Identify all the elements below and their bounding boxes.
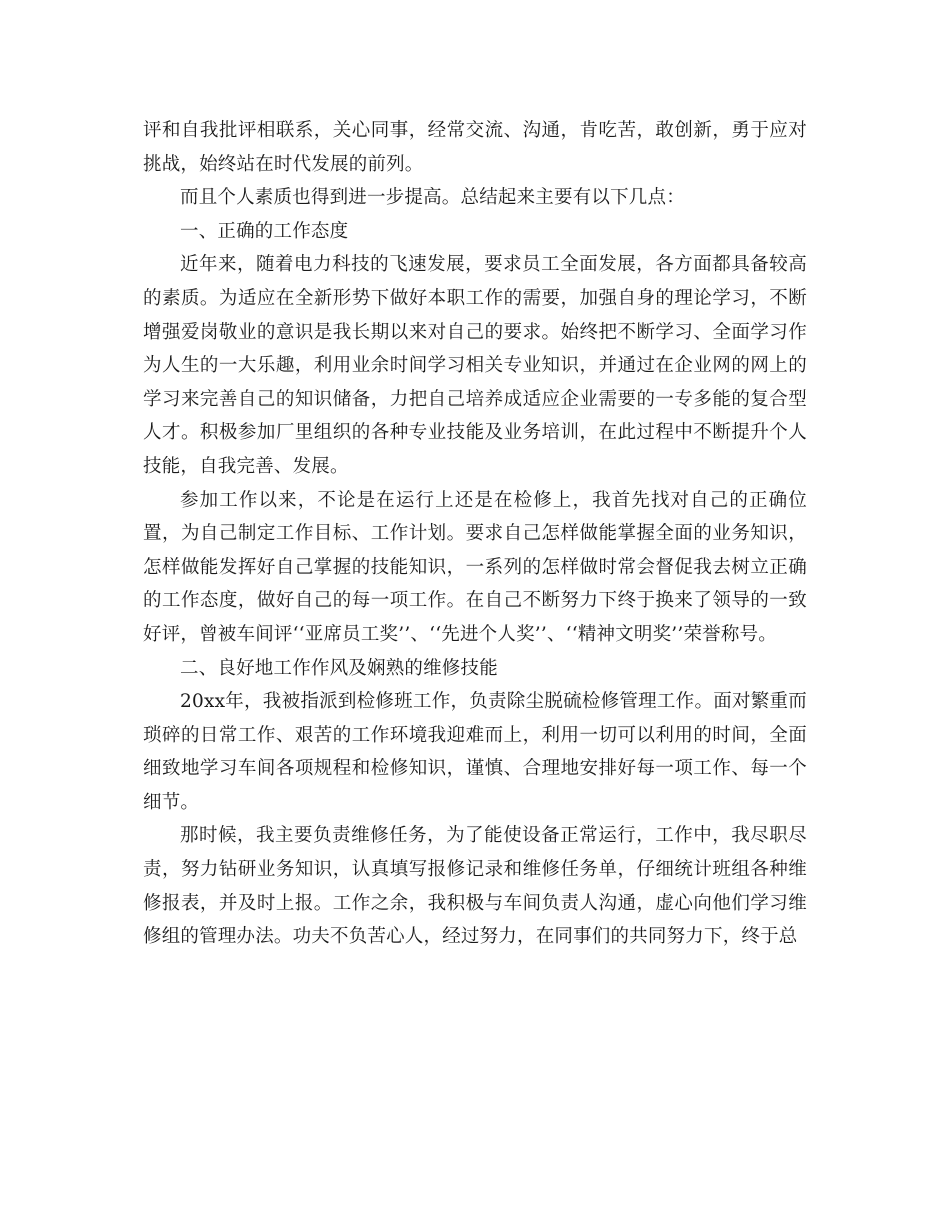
paragraph-maintenance-duties: 那时候，我主要负责维修任务，为了能使设备正常运行，工作中，我尽职尽责，努力钻研业务知识，认真填写报修记录和维修任务单，仔细统计班组各种维修报表，并及时上报。工作之余，我积极与车间负责人沟通，虚心向他们学习维修组的管理办法。功夫不负苦心人，经过努力，在同事们的共同努力下，终于总 — [143, 825, 807, 948]
paragraph-summary-intro: 而且个人素质也得到进一步提高。总结起来主要有以下几点： — [180, 187, 685, 209]
paragraph-learning: 近年来，随着电力科技的飞速发展，要求员工全面发展，各方面都具备较高的素质。为适应在全新形势下做好本职工作的需要，加强自身的理论学习，不断增强爱岗敬业的意识是我长期以来对自己的要求。始终把不断学习、全面学习作为人生的一大乐趣，利用业余时间学习相关专业知识，并通过在企业网的网上的学习来完善自己的知识储备，力把自己培养成适应企业需要的一专多能的复合型人才。积极参加厂里组织的各种专业技能及业务培训，在此过程中不断提升个人技能，自我完善、发展。 — [143, 254, 807, 477]
section-heading-work-style: 二、良好地工作作风及娴熟的维修技能 — [180, 657, 498, 679]
paragraph-maintenance-team: 20xx年，我被指派到检修班工作，负责除尘脱硫检修管理工作。面对繁重而琐碎的日常工作、艰苦的工作环境我迎难而上，利用一切可以利用的时间，全面细致地学习车间各项规程和检修知识，谨慎、合理地安排好每一项工作、每一个细节。 — [143, 691, 807, 813]
section-heading-attitude: 一、正确的工作态度 — [180, 220, 349, 242]
document-body — [143, 114, 807, 954]
paragraph-continuation: 评和自我批评相联系，关心同事，经常交流、沟通，肯吃苦，敢创新，勇于应对挑战，始终站在时代发展的前列。 — [143, 120, 807, 175]
paragraph-work-goals: 参加工作以来，不论是在运行上还是在检修上，我首先找对自己的正确位置，为自己制定工作目标、工作计划。要求自己怎样做能掌握全面的业务知识，怎样做能发挥好自己掌握的技能知识，一系列的怎样做时常会督促我去树立正确的工作态度，做好自己的每一项工作。在自己不断努力下终于换来了领导的一致好评，曾被车间评‘‘亚席员工奖’’、‘‘先进个人奖’’、‘‘精神文明奖’’荣誉称号。 — [143, 489, 807, 645]
